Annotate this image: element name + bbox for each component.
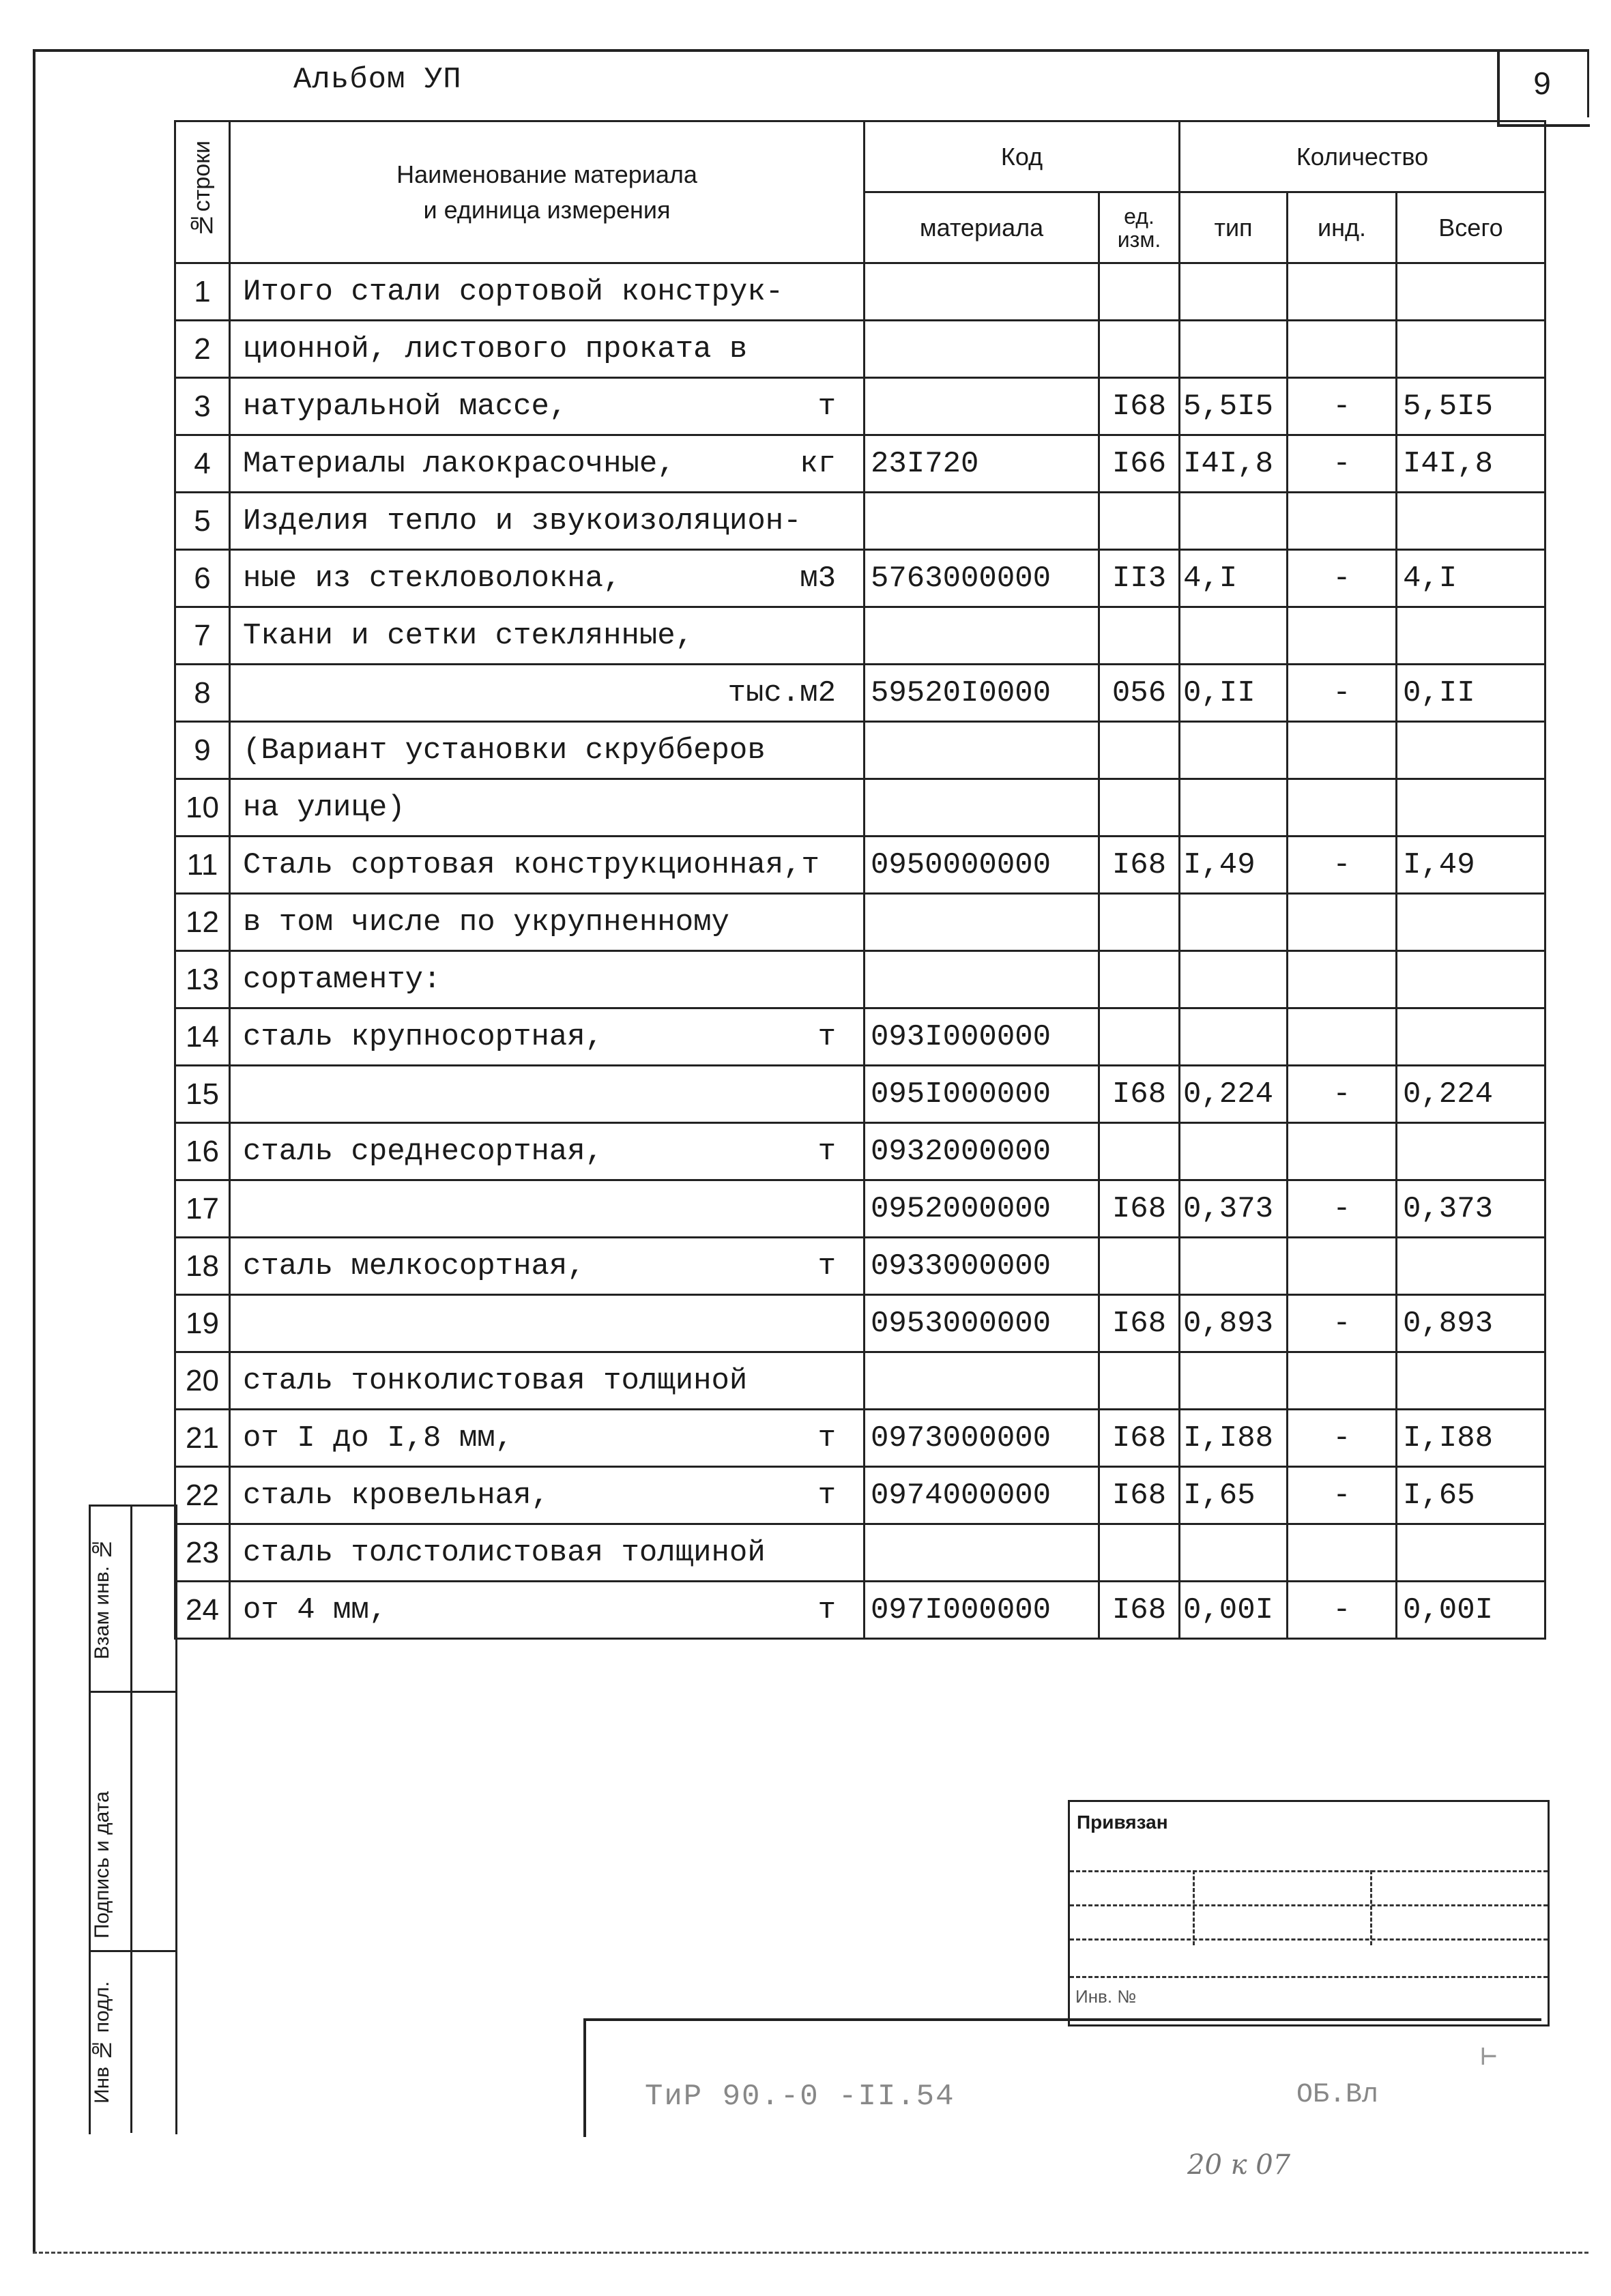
table-row <box>175 1410 1545 1467</box>
table-row <box>175 1180 1545 1238</box>
qty-total <box>1397 894 1545 951</box>
table-row <box>175 1467 1545 1524</box>
material-unit-label: тыс.м2 <box>727 675 836 710</box>
material-code <box>865 321 1099 378</box>
qty-type: 0,00I <box>1180 1582 1288 1639</box>
material-unit-label: т <box>817 1134 836 1169</box>
stamp-vline <box>1193 1870 1195 1945</box>
row-number: 1 <box>175 263 230 321</box>
side-stamp-strip <box>89 1505 177 2134</box>
qty-total: 4,I <box>1397 550 1545 607</box>
qty-ind <box>1288 263 1397 321</box>
unit-code: I68 <box>1099 1410 1180 1467</box>
material-name: сталь тонколистовая толщиной <box>243 1363 748 1398</box>
row-number: 19 <box>175 1295 230 1352</box>
material-code <box>865 894 1099 951</box>
material-name: сортаменту: <box>243 962 441 997</box>
row-number-header <box>175 121 230 263</box>
qty-ind: - <box>1288 1410 1397 1467</box>
name-header <box>230 121 865 263</box>
qty-total <box>1397 779 1545 837</box>
material-code <box>865 1524 1099 1582</box>
material-name: сталь мелкосортная, <box>243 1249 585 1283</box>
material-name: сталь кровельная, <box>243 1478 549 1513</box>
material-name: Итого стали сортовой конструк- <box>243 274 784 309</box>
material-name-cell <box>230 607 865 665</box>
material-code <box>865 607 1099 665</box>
unit-code <box>1099 321 1180 378</box>
material-name: Сталь сортовая конструкционная,т <box>243 847 819 882</box>
material-name: натуральной массе, <box>243 389 568 424</box>
material-name-cell <box>230 1352 865 1410</box>
unit-code: I68 <box>1099 1180 1180 1238</box>
qty-total <box>1397 321 1545 378</box>
binding-stamp-label: Привязан <box>1077 1812 1168 1833</box>
material-name-cell <box>230 722 865 779</box>
unit-code <box>1099 1352 1180 1410</box>
qty-type <box>1180 1238 1288 1295</box>
material-name-cell <box>230 1238 865 1295</box>
qty-ind <box>1288 607 1397 665</box>
row-number: 8 <box>175 665 230 722</box>
code-unit-header: ед. изм. <box>1099 192 1180 263</box>
inv-podl-label: Инв № подл. <box>91 1981 113 2104</box>
material-name-cell <box>230 951 865 1008</box>
material-code: 095I000000 <box>865 1066 1099 1123</box>
row-number: 14 <box>175 1008 230 1066</box>
material-code: 23I720 <box>865 435 1099 493</box>
qty-total <box>1397 263 1545 321</box>
handwritten-note: 20 к 07 <box>1187 2149 1291 2181</box>
material-name: от 4 мм, <box>243 1593 388 1627</box>
material-name-cell <box>230 1524 865 1582</box>
material-unit-label: т <box>817 1478 836 1513</box>
binding-stamp <box>1068 1800 1550 2026</box>
qty-type <box>1180 722 1288 779</box>
qty-ind: - <box>1288 837 1397 894</box>
row-number: 16 <box>175 1123 230 1180</box>
stamp-line <box>1070 1904 1548 1906</box>
qty-type <box>1180 607 1288 665</box>
unit-code <box>1099 607 1180 665</box>
qty-ind <box>1288 1238 1397 1295</box>
material-name-cell <box>230 493 865 550</box>
document-code: ТиР 90.-0 -II.54 <box>645 2080 955 2114</box>
table-row <box>175 1295 1545 1352</box>
material-code: 0950000000 <box>865 837 1099 894</box>
qty-type <box>1180 1123 1288 1180</box>
qty-total <box>1397 493 1545 550</box>
qty-type: 4,I <box>1180 550 1288 607</box>
material-name-cell <box>230 1008 865 1066</box>
material-unit-label: м3 <box>800 561 836 596</box>
qty-ind: - <box>1288 1066 1397 1123</box>
qty-type: 0,II <box>1180 665 1288 722</box>
qty-ind-header: инд. <box>1288 192 1397 263</box>
table-row <box>175 951 1545 1008</box>
material-code <box>865 493 1099 550</box>
code-header: Код <box>865 121 1180 192</box>
row-number: 20 <box>175 1352 230 1410</box>
qty-ind: - <box>1288 1467 1397 1524</box>
material-code: 0932000000 <box>865 1123 1099 1180</box>
table-row <box>175 1352 1545 1410</box>
material-name-cell <box>230 1066 865 1123</box>
qty-type <box>1180 493 1288 550</box>
qty-total <box>1397 1238 1545 1295</box>
table-row <box>175 1123 1545 1180</box>
qty-total: 0,373 <box>1397 1180 1545 1238</box>
table-row <box>175 1008 1545 1066</box>
material-name-cell <box>230 263 865 321</box>
table-row <box>175 894 1545 951</box>
name-header-line2: и единица измерения <box>423 195 671 224</box>
row-number: 24 <box>175 1582 230 1639</box>
qty-ind <box>1288 1123 1397 1180</box>
material-name-cell <box>230 837 865 894</box>
material-name: сталь среднесортная, <box>243 1134 604 1169</box>
material-name-cell <box>230 1180 865 1238</box>
unit-code <box>1099 263 1180 321</box>
stamp-vline <box>1370 1870 1372 1945</box>
row-number: 15 <box>175 1066 230 1123</box>
code-material-header: материала <box>865 192 1099 263</box>
album-title: Альбом УП <box>293 63 462 97</box>
qty-total <box>1397 1123 1545 1180</box>
qty-ind <box>1288 321 1397 378</box>
material-unit-label: т <box>817 1593 836 1627</box>
qty-type: I,I88 <box>1180 1410 1288 1467</box>
qty-ind: - <box>1288 550 1397 607</box>
side-strip-inner-line <box>130 1507 132 2133</box>
side-divider <box>91 1950 175 1952</box>
material-code: 093I000000 <box>865 1008 1099 1066</box>
unit-code: I68 <box>1099 1467 1180 1524</box>
material-name: Изделия тепло и звукоизоляцион- <box>243 504 802 538</box>
row-number: 23 <box>175 1524 230 1582</box>
qty-ind <box>1288 493 1397 550</box>
material-code: 0953000000 <box>865 1295 1099 1352</box>
qty-type <box>1180 951 1288 1008</box>
frame-left-border <box>33 49 35 2253</box>
name-header-line1: Наименование материала <box>396 160 697 188</box>
qty-type <box>1180 1008 1288 1066</box>
material-name-cell <box>230 1467 865 1524</box>
material-code <box>865 378 1099 435</box>
material-name: от I до I,8 мм, <box>243 1421 514 1455</box>
frame-top-border <box>33 49 1588 52</box>
unit-code <box>1099 1008 1180 1066</box>
material-unit-label: т <box>817 389 836 424</box>
table-row <box>175 378 1545 435</box>
material-name-cell <box>230 1123 865 1180</box>
qty-total <box>1397 1008 1545 1066</box>
quantity-header: Количество <box>1180 121 1545 192</box>
qty-type: 0,893 <box>1180 1295 1288 1352</box>
row-number-header-label: №строки <box>189 140 215 238</box>
qty-total: I,49 <box>1397 837 1545 894</box>
qty-total: I4I,8 <box>1397 435 1545 493</box>
qty-total: 0,00I <box>1397 1582 1545 1639</box>
qty-total <box>1397 1352 1545 1410</box>
row-number: 9 <box>175 722 230 779</box>
row-number: 11 <box>175 837 230 894</box>
material-name: сталь крупносортная, <box>243 1019 604 1054</box>
page-number: 9 <box>1533 66 1551 101</box>
side-divider <box>91 1691 175 1693</box>
row-number: 6 <box>175 550 230 607</box>
material-code: 5763000000 <box>865 550 1099 607</box>
table-row <box>175 493 1545 550</box>
unit-code <box>1099 722 1180 779</box>
material-name-cell <box>230 378 865 435</box>
qty-type <box>1180 1352 1288 1410</box>
qty-total: I,I88 <box>1397 1410 1545 1467</box>
qty-ind <box>1288 1524 1397 1582</box>
stamp-line <box>1070 1976 1548 1978</box>
material-unit-label: т <box>817 1249 836 1283</box>
qty-ind <box>1288 779 1397 837</box>
material-name-cell <box>230 665 865 722</box>
qty-ind <box>1288 951 1397 1008</box>
material-name: ционной, листового проката в <box>243 332 748 366</box>
stamp-line <box>1070 1870 1548 1872</box>
qty-type: I,49 <box>1180 837 1288 894</box>
table-row <box>175 722 1545 779</box>
unit-code <box>1099 1123 1180 1180</box>
unit-code <box>1099 894 1180 951</box>
material-name-cell <box>230 1582 865 1639</box>
material-code <box>865 779 1099 837</box>
row-number: 7 <box>175 607 230 665</box>
title-block <box>583 2018 1541 2137</box>
qty-total <box>1397 722 1545 779</box>
qty-ind: - <box>1288 1180 1397 1238</box>
material-spec-table <box>174 120 1546 1640</box>
material-code <box>865 263 1099 321</box>
unit-code: I68 <box>1099 1066 1180 1123</box>
qty-type <box>1180 263 1288 321</box>
table-row <box>175 837 1545 894</box>
row-number: 2 <box>175 321 230 378</box>
unit-code <box>1099 1524 1180 1582</box>
material-code <box>865 951 1099 1008</box>
material-code <box>865 722 1099 779</box>
unit-code: I66 <box>1099 435 1180 493</box>
material-name-cell <box>230 894 865 951</box>
unit-code: I68 <box>1099 378 1180 435</box>
sheet-code: ОБ.Вл <box>1296 2080 1379 2110</box>
qty-type <box>1180 894 1288 951</box>
material-name-cell <box>230 1410 865 1467</box>
qty-ind <box>1288 894 1397 951</box>
qty-ind <box>1288 1352 1397 1410</box>
qty-ind: - <box>1288 435 1397 493</box>
material-code: 0974000000 <box>865 1467 1099 1524</box>
material-unit-label: т <box>817 1421 836 1455</box>
row-number: 3 <box>175 378 230 435</box>
qty-ind <box>1288 722 1397 779</box>
material-code <box>865 1352 1099 1410</box>
table-row <box>175 550 1545 607</box>
vzam-inv-label: Взам инв. № <box>91 1537 113 1660</box>
stamp-line <box>1070 1938 1548 1941</box>
qty-type <box>1180 779 1288 837</box>
qty-ind: - <box>1288 1295 1397 1352</box>
frame-bottom-border <box>33 2252 1588 2254</box>
row-number: 5 <box>175 493 230 550</box>
unit-code <box>1099 779 1180 837</box>
table-row <box>175 1582 1545 1639</box>
material-name-cell <box>230 1295 865 1352</box>
unit-code: I68 <box>1099 1295 1180 1352</box>
qty-type: I,65 <box>1180 1467 1288 1524</box>
qty-type: 0,224 <box>1180 1066 1288 1123</box>
unit-code <box>1099 1238 1180 1295</box>
qty-type <box>1180 321 1288 378</box>
table-row <box>175 435 1545 493</box>
material-code: 0973000000 <box>865 1410 1099 1467</box>
material-name: сталь толстолистовая толщиной <box>243 1535 766 1570</box>
qty-ind <box>1288 1008 1397 1066</box>
material-name-cell <box>230 779 865 837</box>
material-name-cell <box>230 550 865 607</box>
material-name-cell <box>230 435 865 493</box>
row-number: 10 <box>175 779 230 837</box>
unit-code: I68 <box>1099 837 1180 894</box>
qty-type-header: тип <box>1180 192 1288 263</box>
qty-total <box>1397 607 1545 665</box>
material-name: на улице) <box>243 790 405 825</box>
material-name: в том числе по укрупненному <box>243 905 729 940</box>
material-code: 097I000000 <box>865 1582 1099 1639</box>
qty-total: 0,224 <box>1397 1066 1545 1123</box>
qty-type: 5,5I5 <box>1180 378 1288 435</box>
material-name: ные из стекловолокна, <box>243 561 622 596</box>
material-code: 0933000000 <box>865 1238 1099 1295</box>
corner-mark: ⊢ <box>1481 2043 1498 2074</box>
table-row <box>175 665 1545 722</box>
material-code: 0952000000 <box>865 1180 1099 1238</box>
material-name: Ткани и сетки стеклянные, <box>243 618 694 653</box>
stamp-inv-label: Инв. № <box>1075 1986 1137 2007</box>
row-number: 13 <box>175 951 230 1008</box>
table-body <box>175 263 1545 1639</box>
qty-total <box>1397 951 1545 1008</box>
row-number: 17 <box>175 1180 230 1238</box>
material-code: 59520I0000 <box>865 665 1099 722</box>
material-name-cell <box>230 321 865 378</box>
material-unit-label: кг <box>800 446 836 481</box>
material-name: (Вариант установки скрубберов <box>243 733 766 768</box>
qty-total: 0,893 <box>1397 1295 1545 1352</box>
qty-type <box>1180 1524 1288 1582</box>
table-row <box>175 1238 1545 1295</box>
qty-total: 5,5I5 <box>1397 378 1545 435</box>
table-row <box>175 779 1545 837</box>
table-row <box>175 607 1545 665</box>
unit-code: 056 <box>1099 665 1180 722</box>
material-unit-label: т <box>817 1019 836 1054</box>
unit-code <box>1099 493 1180 550</box>
material-name: Материалы лакокрасочные, <box>243 446 676 481</box>
row-number: 12 <box>175 894 230 951</box>
row-number: 18 <box>175 1238 230 1295</box>
table-row <box>175 263 1545 321</box>
qty-ind: - <box>1288 378 1397 435</box>
qty-total: 0,II <box>1397 665 1545 722</box>
qty-ind: - <box>1288 1582 1397 1639</box>
table-row <box>175 1066 1545 1123</box>
qty-total <box>1397 1524 1545 1582</box>
qty-type: 0,373 <box>1180 1180 1288 1238</box>
row-number: 4 <box>175 435 230 493</box>
unit-code: II3 <box>1099 550 1180 607</box>
table-row <box>175 1524 1545 1582</box>
qty-total-header: Всего <box>1397 192 1545 263</box>
qty-type: I4I,8 <box>1180 435 1288 493</box>
row-number: 21 <box>175 1410 230 1467</box>
unit-code <box>1099 951 1180 1008</box>
row-number: 22 <box>175 1467 230 1524</box>
qty-total: I,65 <box>1397 1467 1545 1524</box>
table-row <box>175 321 1545 378</box>
signature-date-label: Подпись и дата <box>91 1791 113 1938</box>
qty-ind: - <box>1288 665 1397 722</box>
unit-code: I68 <box>1099 1582 1180 1639</box>
